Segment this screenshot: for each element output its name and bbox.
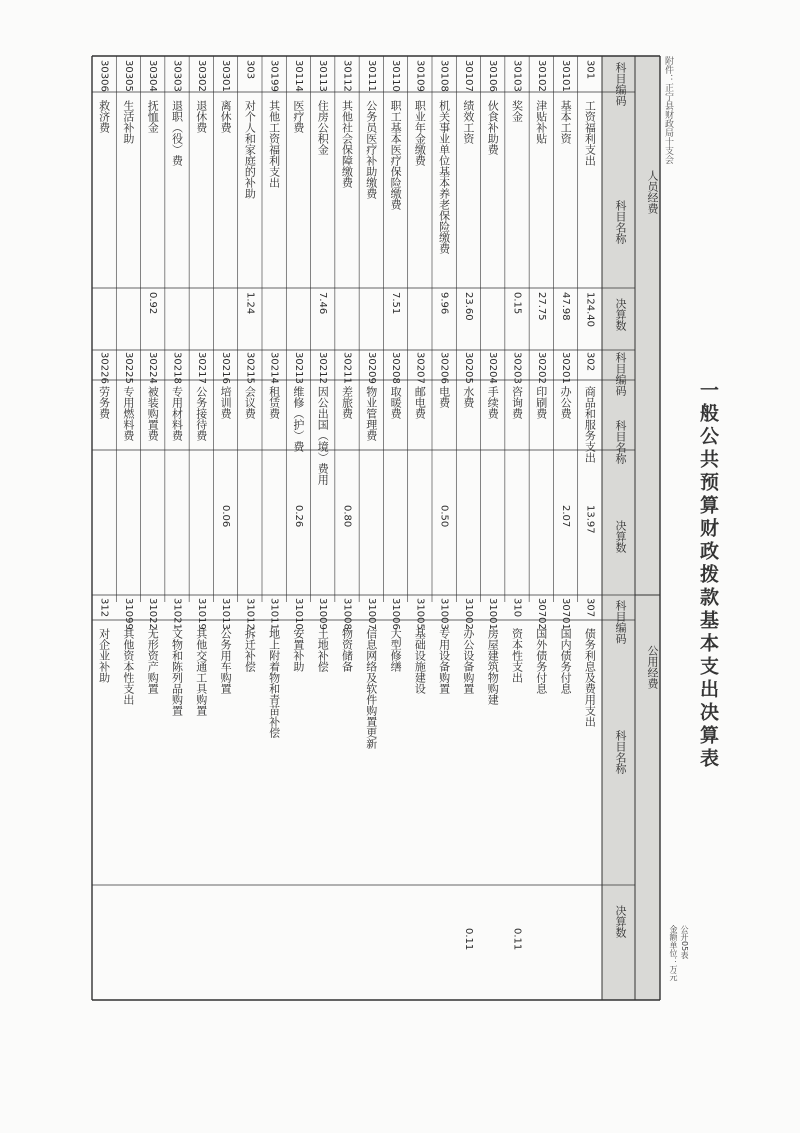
capital-code-cell: 31002	[462, 598, 474, 630]
goods-code-cell: 30206	[438, 352, 450, 384]
document-title: 一般公共预算财政拨款基本支出决算表	[697, 380, 719, 771]
personnel-name-cell: 退职（役）费	[170, 100, 184, 166]
goods-name-cell: 差旅费	[340, 386, 354, 419]
goods-code-cell: 30208	[390, 352, 402, 384]
personnel-name-cell: 医疗费	[291, 100, 305, 133]
goods-code-cell: 30216	[220, 352, 232, 384]
goods-code-cell: 30207	[414, 352, 426, 384]
capital-name-cell: 土地补偿	[316, 628, 330, 672]
goods-amount-cell: 2.07	[560, 505, 572, 528]
goods-name-cell: 水费	[461, 386, 475, 408]
personnel-code-cell: 30199	[268, 60, 280, 92]
header-public: 公用经费	[646, 645, 659, 689]
personnel-name-cell: 退休费	[194, 100, 208, 133]
personnel-amount-cell: 27.75	[535, 292, 547, 321]
personnel-code-cell: 303	[244, 60, 256, 80]
personnel-code-cell: 30301	[220, 60, 232, 92]
personnel-code-cell: 30114	[292, 60, 304, 92]
capital-code-cell: 31003	[438, 598, 450, 630]
goods-name-cell: 邮电费	[413, 386, 427, 419]
capital-code-cell: 30702	[535, 598, 547, 630]
personnel-code-cell: 30113	[317, 60, 329, 92]
personnel-name-cell: 绩效工资	[461, 100, 475, 144]
personnel-name-cell: 伙食补助费	[486, 100, 500, 155]
goods-code-cell: 30213	[292, 352, 304, 384]
personnel-code-cell: 30109	[414, 60, 426, 92]
capital-name-cell: 基础设施建设	[413, 628, 427, 694]
personnel-code-cell: 30112	[341, 60, 353, 92]
capital-name-cell: 国内债务付息	[559, 628, 573, 694]
personnel-name-cell: 离休费	[219, 100, 233, 133]
capital-name-cell: 信息网络及软件购置更新	[364, 628, 378, 749]
personnel-amount-cell: 9.96	[438, 292, 450, 315]
goods-code-cell: 30212	[317, 352, 329, 384]
goods-amount-cell: 0.06	[220, 505, 232, 528]
capital-code-cell: 31099	[122, 598, 134, 630]
personnel-name-cell: 公务员医疗补助缴费	[364, 100, 378, 199]
capital-code-cell: 31009	[317, 598, 329, 630]
personnel-amount-cell: 0.15	[511, 292, 523, 315]
goods-name-cell: 培训费	[219, 386, 233, 419]
header-code-1: 科目编码	[614, 62, 627, 106]
personnel-amount-cell: 23.60	[462, 292, 474, 321]
personnel-code-cell: 30106	[487, 60, 499, 92]
goods-code-cell: 30224	[147, 352, 159, 384]
unit-label	[668, 925, 690, 981]
goods-code-cell: 30201	[560, 352, 572, 384]
goods-name-cell: 专用燃料费	[121, 386, 135, 441]
personnel-name-cell: 基本工资	[559, 100, 573, 144]
header-code-2: 科目编码	[614, 352, 627, 396]
personnel-code-cell: 30108	[438, 60, 450, 92]
capital-code-cell: 31021	[171, 598, 183, 630]
goods-name-cell: 公务接待费	[194, 386, 208, 441]
capital-code-cell: 31006	[390, 598, 402, 630]
personnel-amount-cell: 1.24	[244, 292, 256, 315]
capital-name-cell: 地上附着物和青苗补偿	[267, 628, 281, 738]
goods-name-cell: 专用材料费	[170, 386, 184, 441]
capital-code-cell: 31007	[365, 598, 377, 630]
personnel-name-cell: 其他工资福利支出	[267, 100, 281, 188]
personnel-name-cell: 工资福利支出	[583, 100, 597, 166]
goods-name-cell: 维修（护）费	[291, 386, 305, 452]
goods-code-cell: 30204	[487, 352, 499, 384]
goods-code-cell: 30217	[195, 352, 207, 384]
goods-amount-cell: 0.80	[341, 505, 353, 528]
personnel-code-cell: 30107	[462, 60, 474, 92]
capital-name-cell: 资本性支出	[510, 628, 524, 683]
capital-code-cell: 31008	[341, 598, 353, 630]
personnel-code-cell: 30305	[122, 60, 134, 92]
table-number: 公开05表	[680, 925, 689, 960]
goods-name-cell: 物业管理费	[364, 386, 378, 441]
goods-code-cell: 302	[584, 352, 596, 372]
goods-code-cell: 30209	[365, 352, 377, 384]
goods-name-cell: 劳务费	[97, 386, 111, 419]
goods-amount-cell: 0.26	[292, 505, 304, 528]
personnel-name-cell: 职工基本医疗保险缴费	[389, 100, 403, 210]
goods-name-cell: 手续费	[486, 386, 500, 419]
header-name-3: 科目名称	[614, 730, 627, 774]
capital-code-cell: 31010	[292, 598, 304, 630]
capital-name-cell: 大型修缮	[389, 628, 403, 672]
personnel-amount-cell: 7.46	[317, 292, 329, 315]
capital-code-cell: 31022	[147, 598, 159, 630]
goods-code-cell: 30215	[244, 352, 256, 384]
personnel-name-cell: 津贴补贴	[534, 100, 548, 144]
goods-code-cell: 30211	[341, 352, 353, 384]
capital-name-cell: 办公设备购置	[461, 628, 475, 694]
personnel-amount-cell: 0.92	[147, 292, 159, 315]
goods-code-cell: 30203	[511, 352, 523, 384]
goods-amount-cell: 0.50	[438, 505, 450, 528]
goods-code-cell: 30226	[98, 352, 110, 384]
personnel-code-cell: 30102	[535, 60, 547, 92]
goods-name-cell: 会议费	[243, 386, 257, 419]
header-code-3: 科目编码	[614, 600, 627, 644]
capital-code-cell: 312	[98, 598, 110, 618]
goods-name-cell: 办公费	[559, 386, 573, 419]
capital-amount-cell: 0.11	[462, 928, 474, 951]
personnel-code-cell: 30101	[560, 60, 572, 92]
personnel-amount-cell: 124.40	[584, 292, 596, 327]
goods-name-cell: 取暖费	[389, 386, 403, 419]
personnel-name-cell: 住房公积金	[316, 100, 330, 155]
personnel-name-cell: 对个人和家庭的补助	[243, 100, 257, 199]
capital-name-cell: 无形资产购置	[146, 628, 160, 694]
capital-name-cell: 安置补助	[291, 628, 305, 672]
personnel-name-cell: 职业年金缴费	[413, 100, 427, 166]
header-amount-1: 决算数	[614, 298, 627, 331]
personnel-code-cell: 30103	[511, 60, 523, 92]
capital-name-cell: 国外债务付息	[534, 628, 548, 694]
amount-unit: 金额单位：万元	[669, 925, 678, 981]
capital-name-cell: 文物和陈列品购置	[170, 628, 184, 716]
attachment-label: 附件：正宁县财政局十支会	[663, 56, 673, 164]
goods-code-cell: 30218	[171, 352, 183, 384]
personnel-name-cell: 机关事业单位基本养老保险缴费	[437, 100, 451, 254]
capital-name-cell: 拆迁补偿	[243, 628, 257, 672]
personnel-name-cell: 其他社会保障缴费	[340, 100, 354, 188]
personnel-name-cell: 奖金	[510, 100, 524, 122]
header-amount-3: 决算数	[614, 905, 627, 938]
personnel-code-cell: 30302	[195, 60, 207, 92]
capital-name-cell: 对企业补助	[97, 628, 111, 683]
capital-code-cell: 30701	[560, 598, 572, 630]
capital-code-cell: 31011	[268, 598, 280, 630]
personnel-code-cell: 30304	[147, 60, 159, 92]
capital-code-cell: 31019	[195, 598, 207, 630]
goods-code-cell: 30202	[535, 352, 547, 384]
goods-name-cell: 电费	[437, 386, 451, 408]
goods-name-cell: 印刷费	[534, 386, 548, 419]
goods-code-cell: 30225	[122, 352, 134, 384]
personnel-code-cell: 301	[584, 60, 596, 80]
capital-code-cell: 307	[584, 598, 596, 618]
capital-name-cell: 房屋建筑物购建	[486, 628, 500, 705]
personnel-code-cell: 30111	[365, 60, 377, 92]
capital-code-cell: 31001	[487, 598, 499, 630]
capital-name-cell: 专用设备购置	[437, 628, 451, 694]
capital-name-cell: 公务用车购置	[219, 628, 233, 694]
personnel-code-cell: 30110	[390, 60, 402, 92]
goods-name-cell: 被装购置费	[146, 386, 160, 441]
goods-name-cell: 租赁费	[267, 386, 281, 419]
capital-code-cell: 31013	[220, 598, 232, 630]
capital-amount-cell: 0.11	[511, 928, 523, 951]
capital-name-cell: 其他资本性支出	[121, 628, 135, 705]
capital-name-cell: 物资储备	[340, 628, 354, 672]
goods-code-cell: 30205	[462, 352, 474, 384]
personnel-name-cell: 生活补助	[121, 100, 135, 144]
personnel-amount-cell: 7.51	[390, 292, 402, 315]
goods-name-cell: 商品和服务支出	[583, 386, 597, 463]
header-personnel: 人员经费	[646, 170, 659, 214]
header-name-2: 科目名称	[614, 420, 627, 464]
capital-code-cell: 310	[511, 598, 523, 618]
personnel-name-cell: 救济费	[97, 100, 111, 133]
header-name-1: 科目名称	[614, 200, 627, 244]
capital-code-cell: 31012	[244, 598, 256, 630]
personnel-code-cell: 30306	[98, 60, 110, 92]
goods-name-cell: 因公出国（境）费用	[316, 386, 330, 485]
goods-code-cell: 30214	[268, 352, 280, 384]
header-amount-2: 决算数	[614, 520, 627, 553]
goods-amount-cell: 13.97	[584, 505, 596, 534]
personnel-code-cell: 30303	[171, 60, 183, 92]
personnel-amount-cell: 47.98	[560, 292, 572, 321]
personnel-name-cell: 抚恤金	[146, 100, 160, 133]
goods-name-cell: 咨询费	[510, 386, 524, 419]
capital-name-cell: 债务利息及费用支出	[583, 628, 597, 727]
capital-name-cell: 其他交通工具购置	[194, 628, 208, 716]
capital-code-cell: 31005	[414, 598, 426, 630]
